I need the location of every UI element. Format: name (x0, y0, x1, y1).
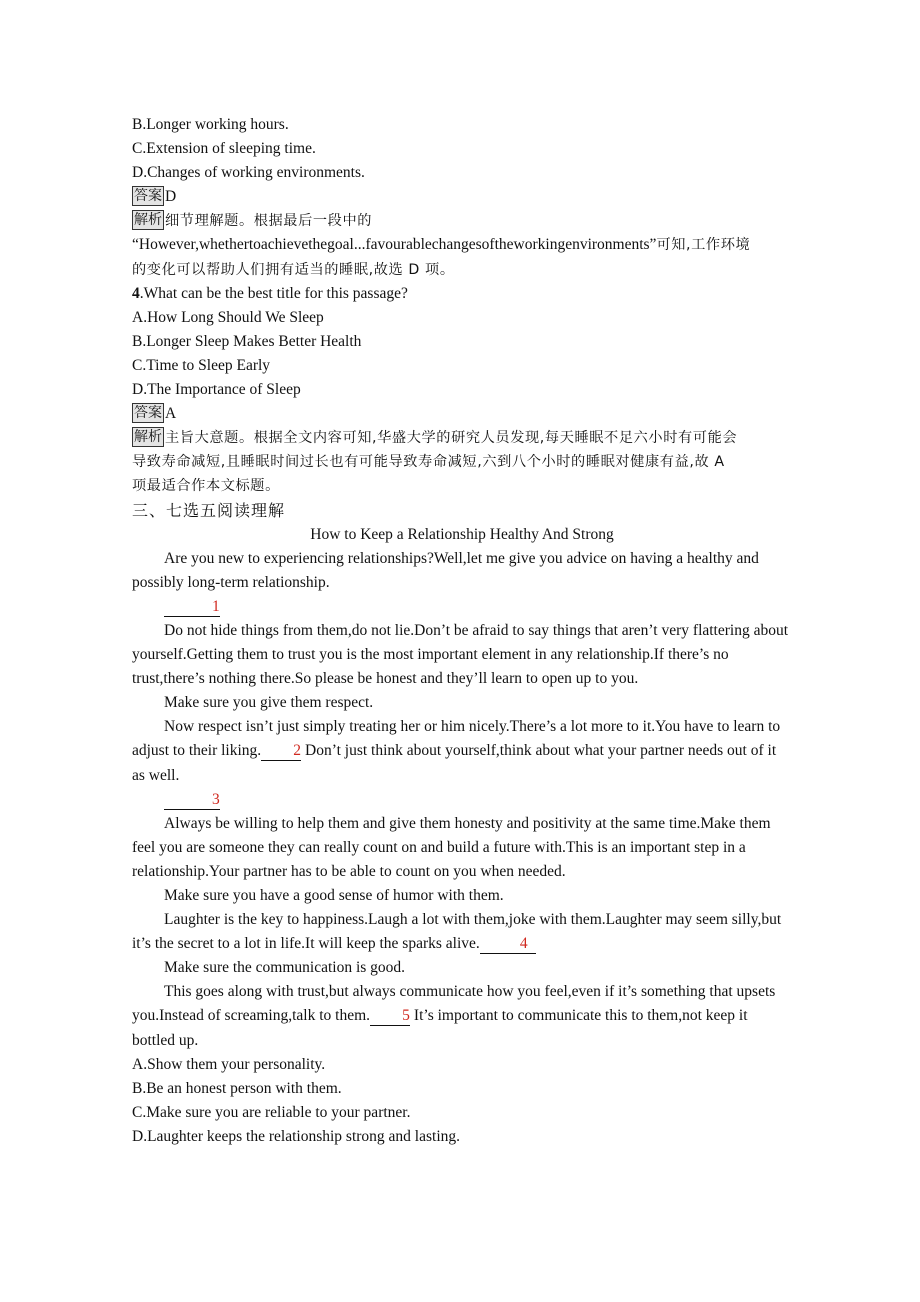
q3-option-d: D.Changes of working environments. (132, 164, 365, 182)
passage-intro: Are you new to experiencing relationships?Well,let me give you advice on having a healthy and possibly long-term relationship. (132, 549, 759, 591)
q4-option-a: A.How Long Should We Sleep (132, 308, 324, 326)
q4-number: 4 (132, 284, 140, 302)
blank-5 (370, 1007, 410, 1026)
choice-c: C.Make sure you are reliable to your partner. (132, 1103, 411, 1121)
section-heading: 三、七选五阅读理解 (132, 500, 286, 520)
q4-answer-value: A (165, 405, 177, 423)
blank-3-row (132, 788, 792, 812)
q4-analysis-line3: 项最适合作本文标题。 (132, 478, 280, 495)
q3-analysis-quote: “However,whethertoachievethegoal...favourablechangesoftheworkingenvironments” (132, 236, 657, 254)
q3-analysis-text: 细节理解题。根据最后一段中的 (165, 213, 373, 230)
passage-paragraph-reliable: Always be willing to help them and give them honesty and positivity at the same time.Make them feel you are someone they can really count on and build a future with.This is an important step in a relationship.Your partner has to be able to count on you when needed. (132, 814, 771, 880)
q3-answer-value: D (165, 188, 177, 206)
choice-d: D.Laughter keeps the relationship strong and lasting. (132, 1127, 461, 1145)
q4-analysis-line2: 导致寿命减短,且睡眠时间过长也有可能导致寿命减短,六到八个小时的睡眠对健康有益,故 A (132, 454, 725, 471)
communication-text-before: This goes along with trust,but always communicate how you feel,even if it’s something that upsets you.Instead of screaming,talk to them. (132, 983, 776, 1025)
choice-a: A.Show them your personality. (132, 1055, 326, 1073)
q4-analysis-row (132, 426, 792, 450)
q3-analysis-quote-row (132, 233, 792, 257)
blank-1-number: 1 (212, 597, 220, 615)
communication-text-after: It’s important to communicate this to them,not keep it bottled up. (132, 1007, 748, 1049)
blank-2 (261, 742, 301, 761)
respect-text-before: Now respect isn’t just simply treating her or him nicely.There’s a lot more to it.You have to learn to adjust to their liking. (132, 718, 781, 760)
q4-option-c: C.Time to Sleep Early (132, 356, 271, 374)
blank-3 (164, 791, 220, 810)
q4-analysis-text: 主旨大意题。根据全文内容可知,华盛大学的研究人员发现,每天睡眠不足六小时有可能会 (165, 430, 738, 447)
respect-text-after: Don’t just think about yourself,think about what your partner needs out of it as well. (132, 742, 777, 784)
answer-tag: 答案 (134, 188, 162, 205)
blank-4-number: 4 (519, 935, 528, 953)
q3-option-b: B.Longer working hours. (132, 116, 289, 133)
answer-tag: 答案 (134, 405, 162, 422)
passage-paragraph-trust: Do not hide things from them,do not lie.Don’t be afraid to say things that aren’t very flattering about yourself.Getting them to trust you is the most important element in any relationship.If there’s no trust,there’s nothing there.So please be honest and they’ll learn to open up to you. (132, 621, 789, 688)
q4-option-b: B.Longer Sleep Makes Better Health (132, 332, 362, 350)
blank-4 (480, 935, 536, 954)
q3-option-c: C.Extension of sleeping time. (132, 140, 316, 158)
q3-answer-row (132, 185, 792, 209)
passage-paragraph-respect (132, 715, 792, 787)
blank-3-number: 3 (212, 790, 220, 808)
q3-analysis-row (132, 209, 792, 233)
blank-1-row (132, 595, 792, 619)
q4-answer-row (132, 402, 792, 426)
passage-heading-humor: Make sure you have a good sense of humor with them. (164, 887, 504, 904)
choice-b: B.Be an honest person with them. (132, 1079, 342, 1097)
passage-paragraph-communication (132, 980, 792, 1052)
q3-analysis-tail: 可知,工作环境 (656, 237, 751, 254)
blank-2-number: 2 (293, 742, 302, 760)
q4-question (132, 282, 792, 306)
passage-heading-communication: Make sure the communication is good. (164, 959, 406, 977)
document-content (132, 113, 792, 1149)
passage-heading-respect: Make sure you give them respect. (164, 694, 374, 712)
q3-analysis-conclusion: 的变化可以帮助人们拥有适当的睡眠,故选 D 项。 (132, 261, 455, 278)
passage-paragraph-humor (132, 908, 792, 956)
analysis-tag: 解析 (134, 212, 162, 229)
blank-5-number: 5 (402, 1007, 410, 1025)
humor-text: Laughter is the key to happiness.Laugh a lot with them,joke with them.Laughter may seem silly,but it’s the secret to a lot in life.It will keep the sparks alive. (132, 911, 782, 953)
q4-question-text: .What can be the best title for this passage? (139, 284, 408, 302)
q4-option-d: D.The Importance of Sleep (132, 381, 301, 399)
blank-1 (164, 598, 220, 617)
passage-title: How to Keep a Relationship Healthy And Strong (310, 525, 614, 543)
analysis-tag: 解析 (134, 429, 162, 446)
